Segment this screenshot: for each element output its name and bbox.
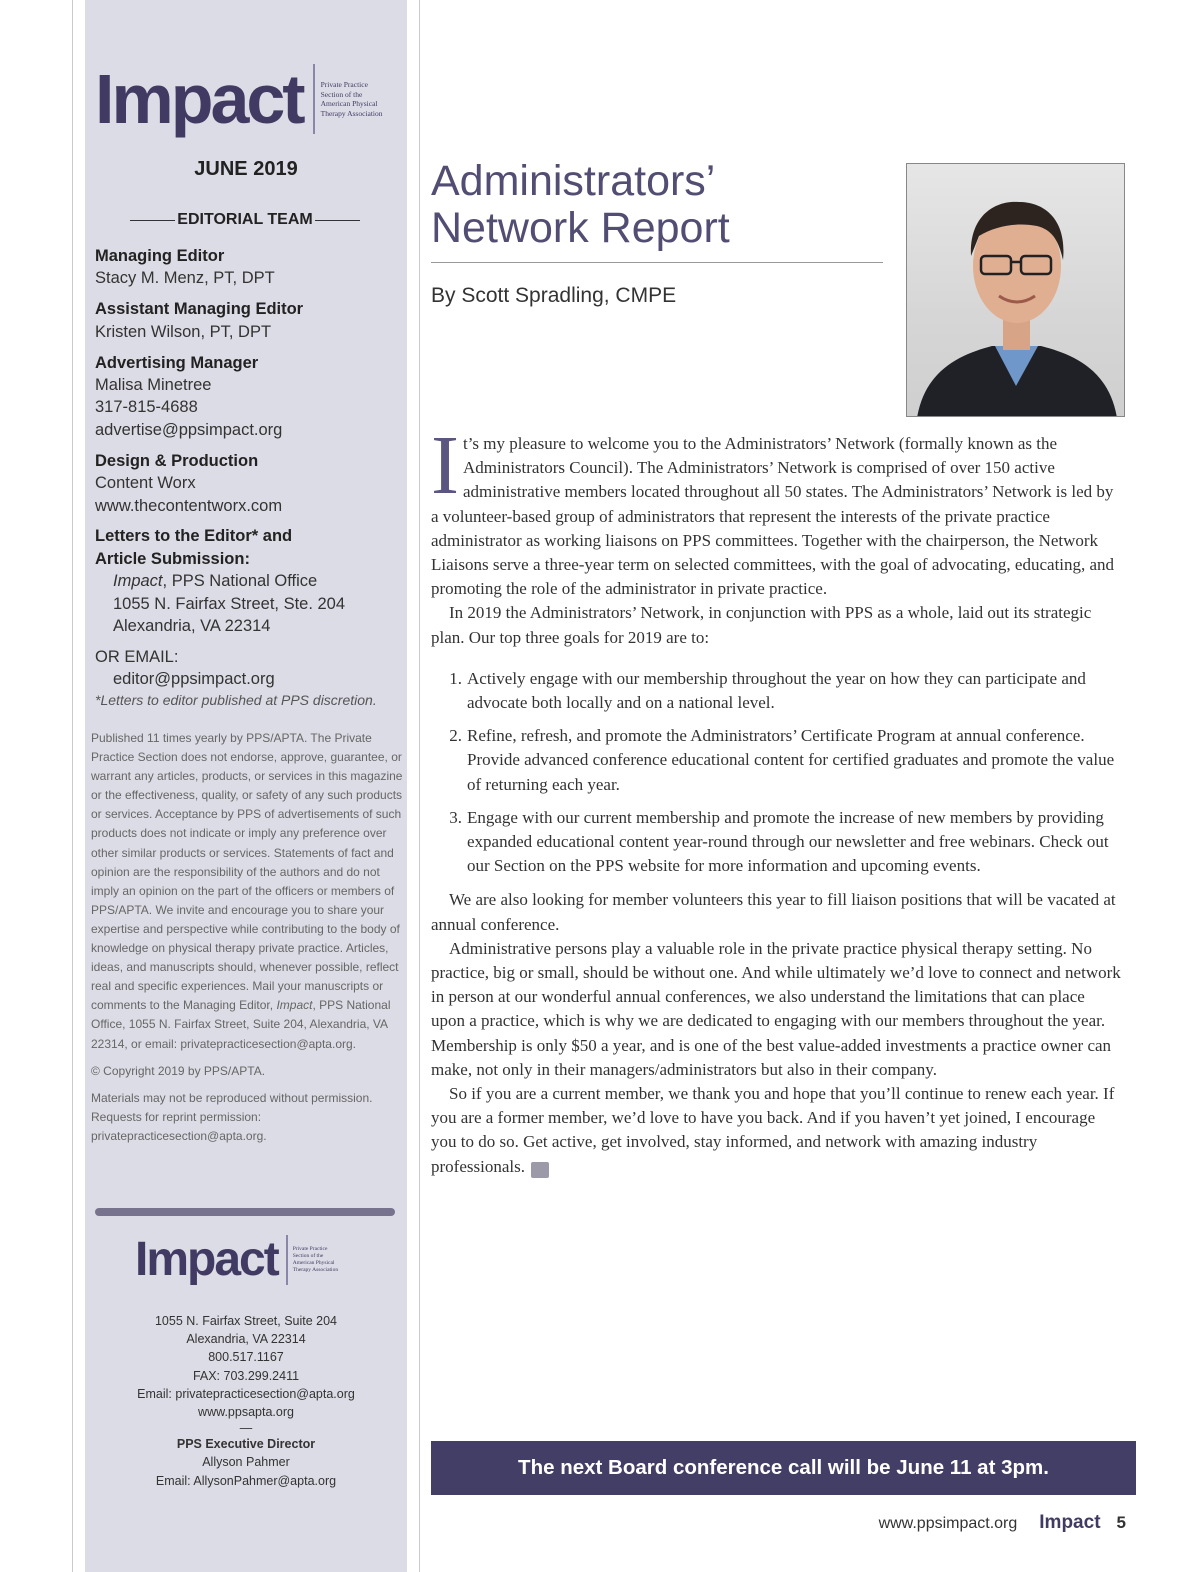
contact-fax: FAX: 703.299.2411	[192, 1368, 300, 1383]
role-advertising-manager	[95, 352, 405, 442]
masthead-sidebar	[85, 0, 407, 1572]
footer-magazine-name: Impact	[1039, 1512, 1101, 1533]
role-url: www.thecontentworx.com	[95, 496, 283, 515]
left-margin-rule	[72, 0, 73, 1572]
role-name: Stacy M. Menz, PT, DPT	[95, 269, 275, 288]
logo-tagline: Private Practice Section of the American Physical Therapy Association	[320, 80, 383, 118]
role-title-line2: Article Submission:	[95, 549, 250, 568]
disclaimer-text-start: Published 11 times yearly by PPS/APTA. The Private Practice Section does not endorse, approve, guarantee, or warrant any articles, products, or services in this magazine or the effectiveness, quality, or safety of any such products or services. Acceptance by PPS of advertisements of such products does not indicate or imply any preference over other similar products or services. Statements of fact and opinion are the responsibility of the authors and do not imply an opinion on the part of the officers or members of PPS/APTA. We invite and encourage you to share your expertise and perspective while contributing to the body of knowledge on physical therapy private practice. Articles, ideas, and manuscripts should, whenever possible, reflect real and specific experiences. Mail your manuscripts or comments to the Managing Editor,	[91, 731, 403, 1013]
article-body	[431, 419, 1123, 1179]
paragraph-5-text: So if you are a current member, we thank you and hope that you’ll continue to renew each year. If you are a former member, we’d love to have you back. And if you haven’t yet joined, I encourage you to do so. Get active, get involved, stay informed, and network with amazing industry professionals.	[431, 1084, 1115, 1176]
letters-note: *Letters to editor published at PPS discretion.	[95, 691, 377, 708]
submission-address-line2: 1055 N. Fairfax Street, Ste. 204	[113, 594, 346, 613]
list-item	[431, 724, 1123, 797]
office-name: , PPS National Office	[162, 572, 318, 591]
issue-date: JUNE 2019	[194, 158, 298, 180]
role-design-production	[95, 450, 405, 517]
role-name: Kristen Wilson, PT, DPT	[95, 322, 272, 341]
or-email-label: OR EMAIL:	[95, 648, 179, 666]
logo-tagline: Private Practice Section of the American Physical Therapy Association	[292, 1246, 339, 1273]
role-name: Content Worx	[95, 474, 196, 493]
contact-block	[85, 1312, 407, 1490]
editorial-team-label: EDITORIAL TEAM	[177, 211, 313, 228]
exec-director-title: PPS Executive Director	[176, 1437, 316, 1452]
author-portrait-illustration	[907, 164, 1125, 417]
paragraph-1-text: t’s my pleasure to welcome you to the Administrators’ Network (formally known as the Administrators Council). The Administrators’ Network is comprised of over 150 active administrative members located throughout all 50 states. The Administrators’ Network is led by a volunteer-based group of administrators that represent the interests of the private practice administrator as working liaisons on PPS committees. Together with the chairperson, the Network Liaisons serve a three-year term on selected committees, with the goal of advocating, educating, and promoting the role of the administrator in private practice.	[431, 434, 1115, 599]
contact-divider: —	[239, 1421, 253, 1436]
impact-logo	[95, 60, 383, 138]
article-paragraph-5	[431, 1082, 1123, 1179]
contact-address-line2: Alexandria, VA 22314	[186, 1332, 306, 1347]
logo-wordmark: Impact	[135, 1233, 278, 1286]
role-title: Managing Editor	[95, 247, 225, 265]
role-title: Advertising Manager	[95, 353, 259, 372]
role-title: Assistant Managing Editor	[95, 300, 304, 319]
magazine-name-italic: Impact	[113, 572, 163, 591]
decorative-brush-stroke	[95, 1208, 395, 1216]
article-paragraph-2: In 2019 the Administrators’ Network, in conjunction with PPS as a whole, laid out its strategic plan. Our top three goals for 2019 are to:	[431, 603, 1092, 647]
copyright-notice: © Copyright 2019 by PPS/APTA.	[91, 1063, 266, 1078]
article-paragraph-3: We are also looking for member volunteers this year to fill liaison positions that will be vacated at annual conference.	[431, 890, 1116, 934]
submission-address-line1	[95, 570, 405, 592]
logo-divider	[313, 64, 315, 134]
article-paragraph-1	[431, 419, 1123, 601]
reprint-notice: Materials may not be reproduced without permission. Requests for reprint permission: privatepracticesection@apta.org.	[91, 1090, 373, 1143]
author-photo	[906, 163, 1125, 417]
list-number: 2.	[449, 726, 462, 746]
page-footer	[879, 1512, 1126, 1534]
list-item	[431, 806, 1123, 879]
column-divider-rule	[419, 0, 420, 1572]
role-title: Design & Production	[95, 451, 259, 470]
disclaimer-paragraph	[91, 729, 403, 1054]
title-underline	[431, 262, 883, 263]
impact-logo-small	[135, 1233, 338, 1287]
article-paragraph-4: Administrative persons play a valuable role in the private practice physical therapy setting. No practice, big or small, should be without one. And while ultimately we’d love to connect and network in person at our wonderful annual conferences, we also understand the limitations that can place upon a practice, which is why we are dedicated to engaging with our members throughout the year. Membership is only $50 a year, and is one of the best value-added investments a practice owner can make, not only in their managers/administrators but also in their company.	[431, 938, 1121, 1079]
footer-url: www.ppsimpact.org	[878, 1515, 1018, 1532]
editor-email: editor@ppsimpact.org	[113, 670, 275, 689]
article-title: Administrators’ Network Report	[431, 157, 730, 252]
contact-phone: 800.517.1167	[208, 1350, 284, 1365]
list-text: Engage with our current membership and promote the increase of new members by providing expanded educational content year-round through our newsletter and free webinars. Check out our Section on the PPS website for more information and upcoming events.	[467, 807, 1109, 876]
role-email-submission	[95, 646, 405, 711]
role-email: advertise@ppsimpact.org	[95, 420, 283, 439]
exec-director-name: Allyson Pahmer	[202, 1455, 290, 1470]
publication-fine-print	[91, 729, 403, 1154]
list-number: 1.	[449, 668, 462, 688]
contact-website: www.ppsapta.org	[198, 1405, 294, 1420]
exec-director-email: Email: AllysonPahmer@apta.org	[155, 1473, 337, 1488]
disclaimer-magazine-italic: Impact	[276, 998, 313, 1013]
list-text: Actively engage with our membership throughout the year on how they can participate and advocate both locally and on a national level.	[467, 668, 1086, 713]
drop-cap: I	[431, 419, 459, 512]
list-text: Refine, refresh, and promote the Administrators’ Certificate Program at annual conference. Provide advanced conference educational content for certified graduates and promote the value of returning each year.	[467, 726, 1115, 794]
contact-email: Email: privatepracticesection@apta.org	[137, 1386, 355, 1401]
list-number: 3.	[449, 807, 462, 827]
role-assistant-editor	[95, 298, 405, 343]
logo-wordmark: Impact	[95, 60, 303, 138]
contact-address-line1: 1055 N. Fairfax Street, Suite 204	[154, 1314, 338, 1328]
heading-line-left	[130, 220, 175, 221]
disclaimer-text-end: , PPS National Office, 1055 N. Fairfax Street, Suite 204, Alexandria, VA 22314, or email: privatepracticesection@apta.org.	[91, 998, 391, 1051]
article-byline: By Scott Spradling, CMPE	[431, 284, 677, 307]
list-item	[431, 667, 1123, 715]
role-title-line1: Letters to the Editor* and	[95, 527, 293, 546]
role-phone: 317-815-4688	[95, 398, 198, 417]
editorial-team-heading	[130, 211, 360, 229]
page-number: 5	[1116, 1513, 1126, 1532]
role-managing-editor	[95, 245, 405, 290]
heading-line-right	[315, 220, 360, 221]
conference-call-banner: The next Board conference call will be June 11 at 3pm.	[431, 1441, 1136, 1495]
editorial-team-list	[95, 245, 405, 720]
role-name: Malisa Minetree	[95, 376, 212, 395]
goals-list	[431, 667, 1123, 879]
submission-address-line3: Alexandria, VA 22314	[113, 617, 271, 636]
role-letters-submission	[95, 525, 405, 637]
logo-divider	[286, 1235, 288, 1285]
end-mark-icon: I	[531, 1162, 549, 1178]
